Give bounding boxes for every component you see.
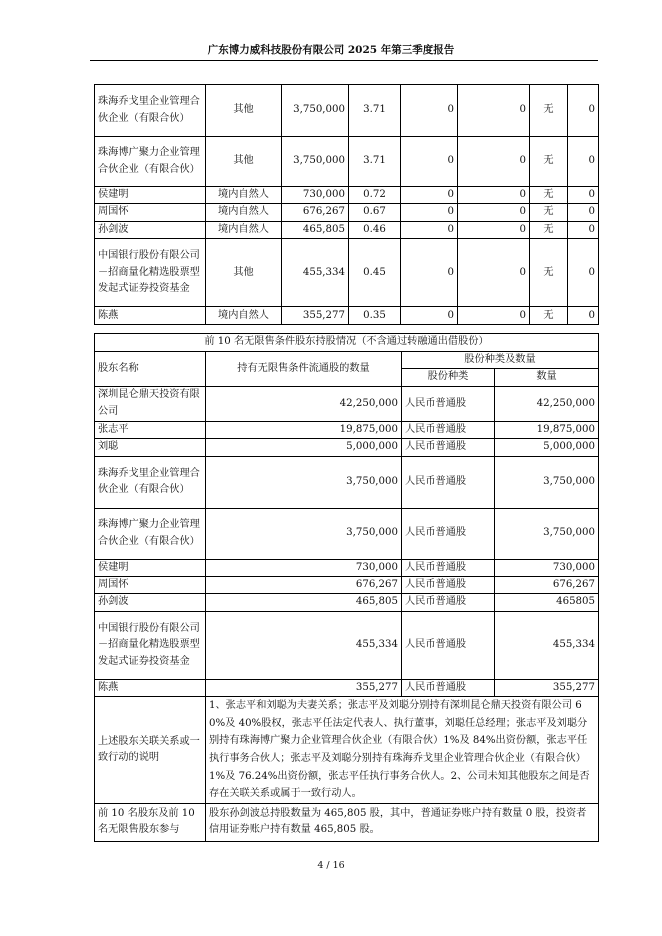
cell-status: 无 (530, 307, 568, 325)
table-row (95, 187, 599, 204)
col-header-qty: 持有无限售条件流通股的数量 (206, 352, 402, 387)
cell-qty: 0 (568, 239, 599, 307)
cell-count: 3,750,000 (495, 456, 599, 508)
cell-name: 中国银行股份有限公司－招商量化精选股票型发起式证券投资基金 (95, 611, 206, 679)
cell-type: 人民币普通股 (402, 611, 495, 679)
cell-nature: 其他 (206, 239, 282, 307)
cell-type: 人民币普通股 (402, 439, 495, 456)
cell-count: 676,267 (495, 577, 599, 594)
relation-label: 上述股东关联关系或一致行动的说明 (95, 697, 206, 804)
cell-qty: 0 (568, 204, 599, 221)
cell-status: 无 (530, 204, 568, 221)
cell-qty: 0 (568, 307, 599, 325)
cell-count: 465805 (495, 594, 599, 611)
table-row (95, 594, 599, 611)
cell-qty: 0 (568, 221, 599, 238)
margin-text: 股东孙剑波总持股数量为 465,805 股，其中，普通证券账户持有数量 0 股，投资者信用证券账户持有数量 465,805 股。 (206, 803, 599, 841)
margin-label: 前 10 名股东及前 10 名无限售股东参与 (95, 803, 206, 841)
relation-row (95, 697, 599, 804)
table-row (95, 559, 599, 576)
cell-name: 张志平 (95, 421, 206, 438)
cell-count: 355,277 (495, 679, 599, 696)
cell-restricted: 0 (401, 307, 458, 325)
cell-pct: 3.71 (349, 137, 401, 187)
cell-name: 周国怀 (95, 204, 206, 221)
cell-lent: 0 (458, 204, 530, 221)
cell-lent: 0 (458, 307, 530, 325)
table-row (95, 386, 599, 421)
cell-lent: 0 (458, 187, 530, 204)
cell-pct: 0.67 (349, 204, 401, 221)
page-number: 4 / 16 (317, 860, 345, 871)
cell-qty: 42,250,000 (206, 386, 402, 421)
cell-qty: 3,750,000 (206, 456, 402, 508)
cell-count: 19,875,000 (495, 421, 599, 438)
table-row (95, 204, 599, 221)
table-row (95, 221, 599, 238)
cell-type: 人民币普通股 (402, 508, 495, 559)
cell-name: 侯建明 (95, 187, 206, 204)
cell-restricted: 0 (401, 85, 458, 137)
cell-qty: 730,000 (206, 559, 402, 576)
table-row (95, 577, 599, 594)
cell-name: 陈燕 (95, 307, 206, 325)
cell-name: 孙剑波 (95, 221, 206, 238)
cell-status: 无 (530, 221, 568, 238)
cell-pct: 0.72 (349, 187, 401, 204)
cell-shares: 3,750,000 (282, 137, 349, 187)
table-row (95, 611, 599, 679)
table-row (95, 85, 599, 137)
cell-lent: 0 (458, 239, 530, 307)
cell-lent: 0 (458, 221, 530, 238)
cell-restricted: 0 (401, 204, 458, 221)
cell-lent: 0 (458, 137, 530, 187)
cell-nature: 境内自然人 (206, 204, 282, 221)
top10-shareholders-table (94, 84, 599, 325)
report-header: 广东博力威科技股份有限公司 2025 年第三季度报告 (207, 44, 455, 56)
col-header-name: 股东名称 (95, 352, 206, 387)
cell-pct: 0.45 (349, 239, 401, 307)
cell-type: 人民币普通股 (402, 559, 495, 576)
cell-type: 人民币普通股 (402, 577, 495, 594)
cell-qty: 455,334 (206, 611, 402, 679)
cell-type: 人民币普通股 (402, 456, 495, 508)
cell-qty: 676,267 (206, 577, 402, 594)
cell-count: 5,000,000 (495, 439, 599, 456)
table-row (95, 307, 599, 325)
cell-type: 人民币普通股 (402, 594, 495, 611)
cell-shares: 3,750,000 (282, 85, 349, 137)
cell-status: 无 (530, 137, 568, 187)
cell-qty: 19,875,000 (206, 421, 402, 438)
table-row (95, 679, 599, 696)
col-header-type-group: 股份种类及数量 (402, 352, 599, 369)
cell-pct: 0.46 (349, 221, 401, 238)
cell-restricted: 0 (401, 221, 458, 238)
cell-name: 珠海博广聚力企业管理合伙企业（有限合伙） (95, 137, 206, 187)
cell-nature: 其他 (206, 85, 282, 137)
col-header-count: 数量 (495, 369, 599, 386)
header-rule (90, 60, 598, 61)
cell-count: 42,250,000 (495, 386, 599, 421)
unrestricted-section-title: 前 10 名无限售条件股东持股情况（不含通过转融通出借股份） (95, 334, 599, 352)
cell-nature: 境内自然人 (206, 187, 282, 204)
cell-name: 珠海乔戈里企业管理合伙企业（有限合伙） (95, 456, 206, 508)
cell-qty: 0 (568, 137, 599, 187)
cell-type: 人民币普通股 (402, 679, 495, 696)
cell-name: 中国银行股份有限公司－招商量化精选股票型发起式证券投资基金 (95, 239, 206, 307)
cell-shares: 465,805 (282, 221, 349, 238)
table-row (95, 456, 599, 508)
unrestricted-shareholders-table (94, 333, 599, 842)
cell-qty: 5,000,000 (206, 439, 402, 456)
cell-shares: 455,334 (282, 239, 349, 307)
cell-shares: 355,277 (282, 307, 349, 325)
cell-status: 无 (530, 239, 568, 307)
cell-status: 无 (530, 85, 568, 137)
cell-qty: 465,805 (206, 594, 402, 611)
table-row (95, 137, 599, 187)
table-row (95, 439, 599, 456)
cell-restricted: 0 (401, 137, 458, 187)
col-header-type: 股份种类 (402, 369, 495, 386)
cell-qty: 0 (568, 187, 599, 204)
margin-row (95, 803, 599, 841)
cell-qty: 355,277 (206, 679, 402, 696)
cell-count: 455,334 (495, 611, 599, 679)
cell-nature: 其他 (206, 137, 282, 187)
cell-qty: 0 (568, 85, 599, 137)
cell-nature: 境内自然人 (206, 221, 282, 238)
cell-lent: 0 (458, 85, 530, 137)
cell-name: 陈燕 (95, 679, 206, 696)
cell-pct: 0.35 (349, 307, 401, 325)
cell-count: 3,750,000 (495, 508, 599, 559)
cell-name: 孙剑波 (95, 594, 206, 611)
relation-text: 1、张志平和刘聪为夫妻关系；张志平及刘聪分别持有深圳昆仑鼎天投资有限公司 60%及 40%股权，张志平任法定代表人、执行董事，刘聪任总经理；张志平及刘聪分别持有珠海博广聚力企业管理合伙企业（有限合伙）1%及 84%出资份额，张志平任执行事务合伙人；张志平及刘聪分别持有珠海乔戈里企业管理合伙企业（有限合伙）1%及 76.24%出资份额，张志平任执行事务合伙人。2、公司未知其他股东之间是否存在关联关系或属于一致行动人。 (206, 697, 599, 804)
cell-status: 无 (530, 187, 568, 204)
cell-name: 珠海乔戈里企业管理合伙企业（有限合伙） (95, 85, 206, 137)
cell-name: 周国怀 (95, 577, 206, 594)
cell-restricted: 0 (401, 187, 458, 204)
cell-name: 深圳昆仑鼎天投资有限公司 (95, 386, 206, 421)
cell-name: 刘聪 (95, 439, 206, 456)
table-row (95, 239, 599, 307)
cell-qty: 3,750,000 (206, 508, 402, 559)
cell-restricted: 0 (401, 239, 458, 307)
cell-type: 人民币普通股 (402, 386, 495, 421)
cell-count: 730,000 (495, 559, 599, 576)
cell-shares: 676,267 (282, 204, 349, 221)
cell-name: 侯建明 (95, 559, 206, 576)
table-row (95, 421, 599, 438)
table-row (95, 508, 599, 559)
cell-pct: 3.71 (349, 85, 401, 137)
cell-name: 珠海博广聚力企业管理合伙企业（有限合伙） (95, 508, 206, 559)
cell-nature: 境内自然人 (206, 307, 282, 325)
cell-type: 人民币普通股 (402, 421, 495, 438)
cell-shares: 730,000 (282, 187, 349, 204)
